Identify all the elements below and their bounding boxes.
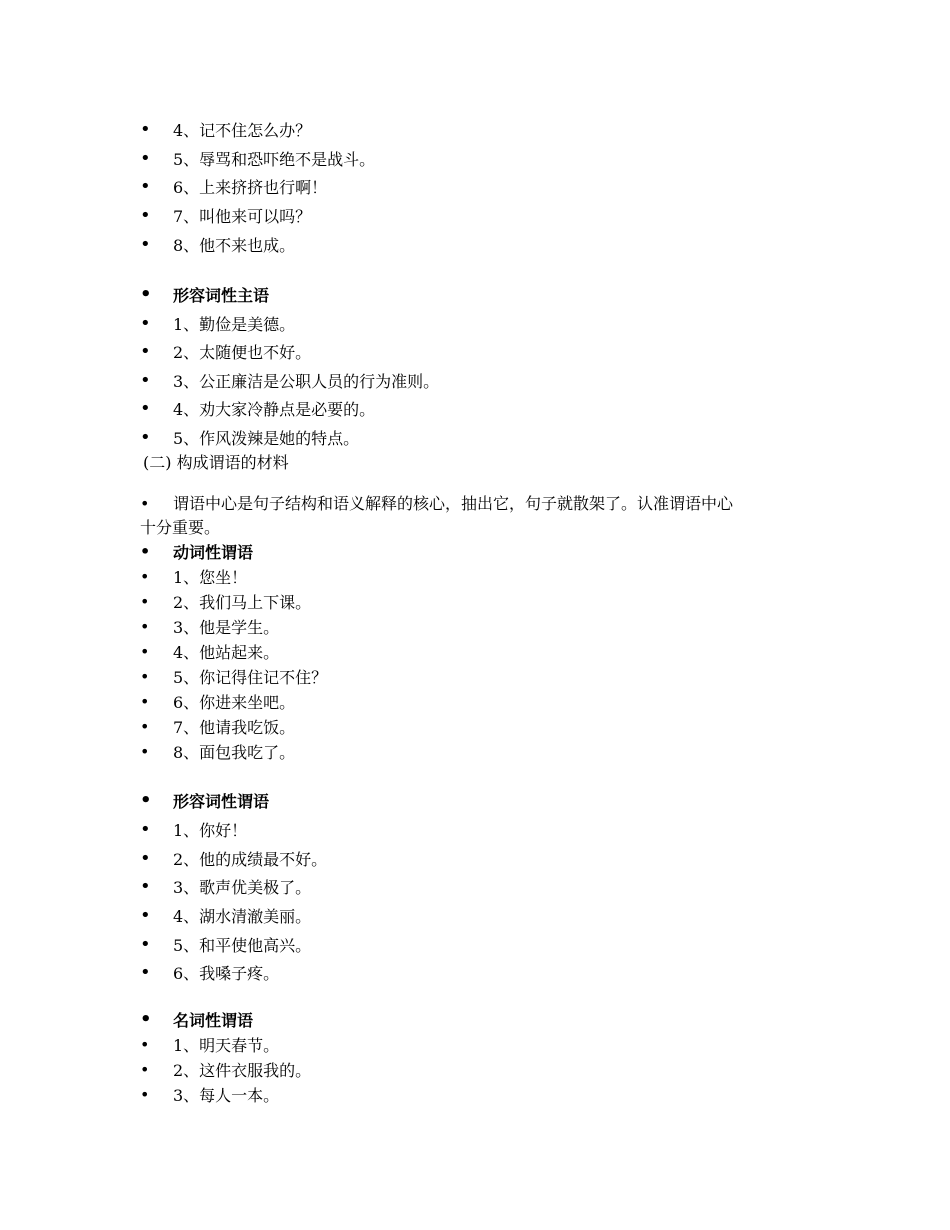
list-item xyxy=(140,961,279,984)
bullet: • xyxy=(140,566,150,586)
list-item-text: 3、公正廉洁是公职人员的行为准则。 xyxy=(173,372,440,391)
list-item-text: 6、我嗓子疼。 xyxy=(173,964,280,983)
list-item xyxy=(140,740,295,763)
list-item-text: 3、每人一本。 xyxy=(173,1086,280,1105)
list-item xyxy=(140,875,311,898)
list-item xyxy=(140,147,375,170)
bullet: • xyxy=(140,1059,150,1079)
list-item-text: 7、叫他来可以吗？ xyxy=(173,207,312,226)
intro-paragraph xyxy=(140,492,820,540)
list-item-text: 1、勤俭是美德。 xyxy=(173,315,296,334)
list-item-text: 7、他请我吃饭。 xyxy=(173,718,296,737)
list-item xyxy=(140,565,247,588)
bullet: • xyxy=(140,233,151,255)
list-item xyxy=(140,665,327,688)
list-item xyxy=(140,1083,279,1106)
list-item-text: 5、作风泼辣是她的特点。 xyxy=(173,429,360,448)
list-item-text: 1、您坐！ xyxy=(173,568,248,587)
bullet: • xyxy=(140,741,150,761)
list-item-text: 5、辱骂和恐吓绝不是战斗。 xyxy=(173,150,376,169)
list-item-text: 4、他站起来。 xyxy=(173,643,280,662)
list-item xyxy=(140,847,327,870)
bullet: • xyxy=(140,875,151,897)
list-item-text: 8、他不来也成。 xyxy=(173,236,296,255)
list-item-text: 6、上来挤挤也行啊！ xyxy=(173,178,328,197)
bullet: • xyxy=(140,494,150,513)
list-item xyxy=(140,1058,311,1081)
section-heading xyxy=(140,540,253,563)
heading-text: 动词性谓语 xyxy=(173,543,254,562)
list-item-text: 2、太随便也不好。 xyxy=(173,343,312,362)
list-item-text: 1、明天春节。 xyxy=(173,1036,280,1055)
intro-text: 谓语中心是句子结构和语义解释的核心，抽出它，句子就散架了。认准谓语中心 xyxy=(173,494,734,513)
heading-text: 形容词性主语 xyxy=(173,286,270,305)
intro-line: 十分重要。 xyxy=(140,518,221,537)
bullet: • xyxy=(140,283,152,305)
list-item-text: 4、湖水清澈美丽。 xyxy=(173,907,312,926)
bullet: • xyxy=(140,118,151,140)
bullet: • xyxy=(140,933,151,955)
list-item-text: 6、你进来坐吧。 xyxy=(173,693,296,712)
list-item xyxy=(140,640,279,663)
heading-text: 形容词性谓语 xyxy=(173,792,270,811)
list-item xyxy=(140,1033,279,1056)
list-item-text: 3、他是学生。 xyxy=(173,618,280,637)
section-heading xyxy=(140,789,269,812)
list-item xyxy=(140,933,311,956)
bullet: • xyxy=(140,616,150,636)
bullet: • xyxy=(140,961,151,983)
heading-text: 名词性谓语 xyxy=(173,1011,254,1030)
list-item-text: 5、你记得住记不住？ xyxy=(173,668,328,687)
list-item xyxy=(140,590,311,613)
list-item-text: 2、我们马上下课。 xyxy=(173,593,312,612)
bullet: • xyxy=(140,641,150,661)
section-heading xyxy=(140,1008,253,1031)
list-item xyxy=(140,340,311,363)
list-item-text: 2、这件衣服我的。 xyxy=(173,1061,312,1080)
bullet: • xyxy=(140,397,151,419)
bullet: • xyxy=(140,847,151,869)
list-item xyxy=(140,426,359,449)
bullet: • xyxy=(140,541,151,561)
list-item-text: 5、和平使他高兴。 xyxy=(173,936,312,955)
list-item xyxy=(140,397,375,420)
bullet: • xyxy=(140,147,151,169)
list-item-text: 1、你好！ xyxy=(173,821,248,840)
list-item xyxy=(140,690,295,713)
bullet: • xyxy=(140,1034,150,1054)
list-item-text: 4、劝大家冷静点是必要的。 xyxy=(173,400,376,419)
bullet: • xyxy=(140,426,151,448)
bullet: • xyxy=(140,789,152,811)
bullet: • xyxy=(140,1008,152,1030)
list-item xyxy=(140,118,311,141)
list-item xyxy=(140,204,311,227)
section-heading xyxy=(140,283,269,306)
bullet: • xyxy=(140,691,150,711)
list-item-text: 8、面包我吃了。 xyxy=(173,743,296,762)
list-item xyxy=(140,312,295,335)
bullet: • xyxy=(140,666,150,686)
list-item xyxy=(140,818,247,841)
list-item xyxy=(140,615,279,638)
list-item-text: 2、他的成绩最不好。 xyxy=(173,850,328,869)
list-item xyxy=(140,369,439,392)
bullet: • xyxy=(140,369,151,391)
bullet: • xyxy=(140,904,151,926)
bullet: • xyxy=(140,818,151,840)
bullet: • xyxy=(140,175,151,197)
bullet: • xyxy=(140,204,151,226)
list-item xyxy=(140,904,311,927)
list-item xyxy=(140,175,327,198)
list-item-text: 3、歌声优美极了。 xyxy=(173,878,312,897)
bullet: • xyxy=(140,591,150,611)
list-item xyxy=(140,715,295,738)
section-title: (二) 构成谓语的材料 xyxy=(143,453,289,472)
bullet: • xyxy=(140,340,151,362)
bullet: • xyxy=(140,312,151,334)
list-item xyxy=(140,233,295,256)
bullet: • xyxy=(140,716,150,736)
bullet: • xyxy=(140,1084,150,1104)
intro-line xyxy=(140,492,820,516)
list-item-text: 4、记不住怎么办？ xyxy=(173,121,312,140)
